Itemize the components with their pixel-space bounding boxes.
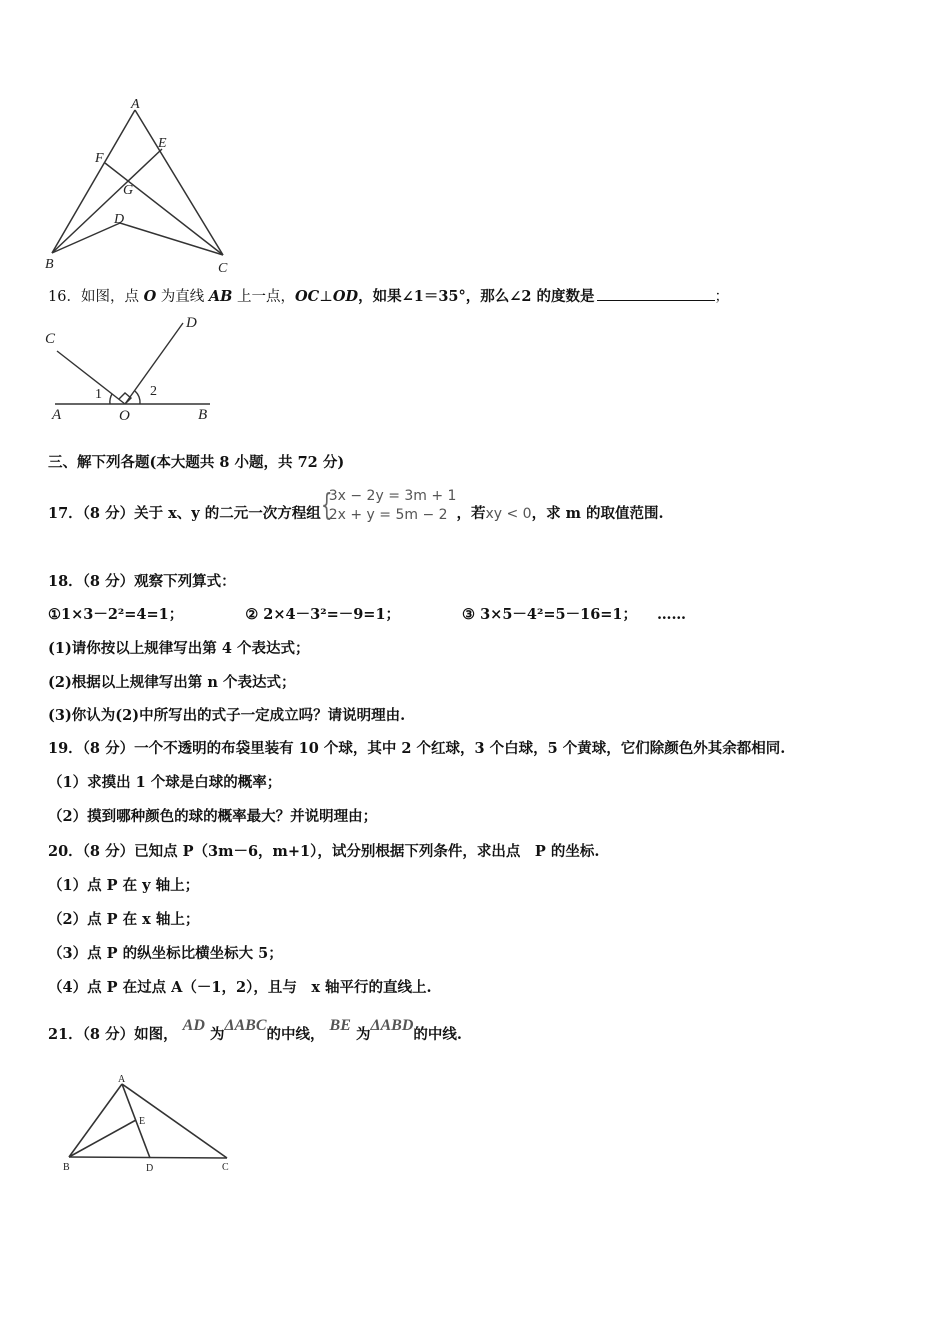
label-g: G: [123, 183, 134, 198]
question-21: [48, 1017, 462, 1045]
q17-text: 17．（8 分）关于 x、y 的二元一次方程组: [48, 505, 321, 522]
question-20-part-3: （3）点 P 的纵坐标比横坐标大 5；: [48, 945, 283, 962]
q16-perp-symbol: ⊥: [319, 289, 333, 305]
q21-text: 的中线.: [413, 1026, 462, 1043]
question-18-head: 18．（8 分）观察下列算式：: [48, 573, 236, 590]
question-19-part-1: （1）求摸出 1 个球是白球的概率；: [48, 774, 282, 791]
question-18-part-3: (3)你认为(2)中所写出的式子一定成立吗？请说明理由.: [48, 707, 406, 724]
figure-triangle-svg: [40, 95, 250, 280]
q16-text: 16．如图，点: [48, 289, 144, 305]
label-a: A: [52, 407, 62, 423]
label-c: C: [45, 331, 56, 347]
label-d: D: [146, 1163, 154, 1174]
q21-text: 为: [209, 1026, 225, 1043]
q17-text: ，求 m 的取值范围.: [531, 505, 664, 522]
q17-text: ，若: [456, 505, 486, 522]
ellipsis: ……: [657, 606, 687, 623]
label-angle-1: 1: [95, 387, 102, 402]
q16-ray-oc: OC: [295, 288, 320, 305]
segment-fc: [105, 163, 223, 255]
figure-median-triangle: [55, 1072, 245, 1177]
question-20-part-4: （4）点 P 在过点 A（－1，2），且与 x 轴平行的直线上.: [48, 979, 432, 996]
label-o: O: [119, 408, 130, 424]
equation-1: 3x − 2y = 3m + 1: [328, 488, 457, 504]
question-20-part-2: （2）点 P 在 x 轴上；: [48, 911, 200, 928]
question-18-part-2: (2)根据以上规律写出第 n 个表达式；: [48, 674, 296, 691]
label-d: D: [186, 315, 197, 331]
q16-text: ，如果∠1＝35°，那么∠2 的度数是: [358, 288, 595, 305]
triangle-abd: ΔABD: [370, 1017, 414, 1034]
segment-ab: [52, 110, 135, 253]
label-a: A: [118, 1074, 126, 1085]
brace: {: [320, 488, 333, 523]
q16-ray-od: OD: [332, 288, 359, 305]
q21-text: 为: [355, 1026, 371, 1043]
q16-point-o: O: [143, 288, 157, 305]
section-3-heading: 三、解下列各题(本大题共 8 小题，共 72 分): [48, 454, 345, 471]
formula-1: ①1×3－2²=4=1；: [48, 606, 184, 623]
label-c: C: [218, 261, 228, 276]
label-angle-2: 2: [150, 384, 157, 399]
q21-text: 21．（8 分）如图，: [48, 1026, 178, 1043]
question-16: [48, 286, 729, 307]
label-b: B: [198, 407, 208, 423]
label-f: F: [95, 151, 104, 166]
segment-bd: [52, 223, 120, 253]
question-20-head: 20．（8 分）已知点 P（3m－6，m+1），试分别根据下列条件，求出点 P 的坐标.: [48, 843, 600, 860]
label-b: B: [45, 257, 54, 272]
figure-triangle-abc: [40, 95, 250, 280]
label-b: B: [63, 1162, 70, 1173]
equation-system: [321, 487, 457, 525]
question-20-part-1: （1）点 P 在 y 轴上；: [48, 877, 200, 894]
figure-angle-svg: [40, 315, 220, 425]
equation-2: 2x + y = 5m − 2: [328, 507, 448, 523]
q16-text: ；: [714, 289, 730, 305]
label-e: E: [158, 136, 167, 151]
answer-blank[interactable]: [597, 286, 715, 301]
label-d: D: [114, 212, 125, 227]
question-17: [48, 488, 664, 525]
angle-2-arc: [135, 391, 140, 404]
formula-2: ② 2×4－3²=－9=1；: [245, 606, 401, 623]
side-ac: [122, 1084, 227, 1158]
q21-text: 的中线，: [266, 1026, 325, 1043]
figure-angle-aob: [40, 315, 220, 425]
formula-3: ③ 3×5－4²=5－16=1；: [462, 606, 638, 623]
question-18-formulas: [48, 605, 686, 625]
segment-ac: [135, 110, 223, 255]
q16-text: 为直线: [156, 289, 209, 305]
question-19-part-2: （2）摸到哪种颜色的球的概率最大？并说明理由；: [48, 808, 378, 825]
triangle-abc: ΔABC: [224, 1017, 267, 1034]
ray-oc: [57, 351, 125, 404]
side-ab: [69, 1084, 122, 1157]
question-19-head: 19．（8 分）一个不透明的布袋里装有 10 个球，其中 2 个红球，3 个白球，5 个黄球，它们除颜色外其余都相同.: [48, 740, 786, 757]
label-c: C: [222, 1162, 229, 1173]
median-be: [69, 1120, 136, 1157]
q16-text: 上一点，: [232, 289, 296, 305]
question-18-part-1: (1)请你按以上规律写出第 4 个表达式；: [48, 640, 310, 657]
side-bc: [69, 1157, 227, 1158]
label-e: E: [139, 1116, 146, 1127]
median-ad: [122, 1084, 150, 1158]
label-a: A: [131, 97, 140, 112]
angle-1-arc: [110, 394, 112, 404]
segment-dc: [120, 223, 223, 255]
q17-condition: xy < 0: [485, 506, 532, 522]
q16-line-ab: AB: [208, 288, 233, 305]
segment-ad: AD: [182, 1017, 205, 1034]
figure-median-svg: [55, 1072, 245, 1177]
segment-be: BE: [329, 1017, 351, 1034]
